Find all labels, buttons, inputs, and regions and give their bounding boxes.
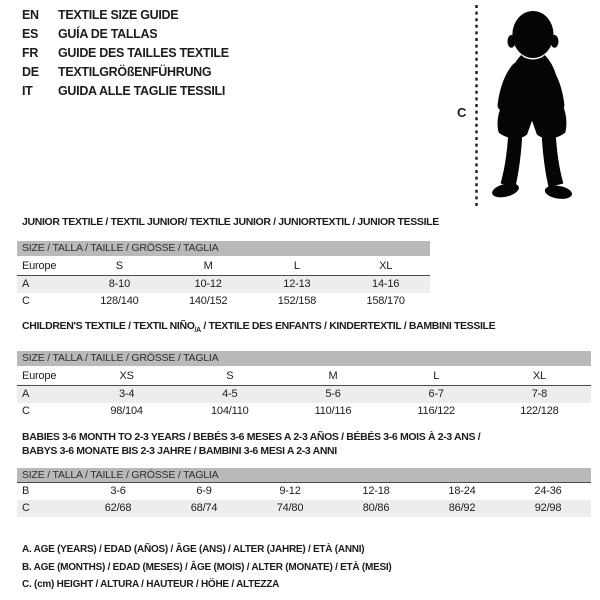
table-row-europe (17, 258, 430, 276)
language-label: GUÍA DE TALLAS (58, 27, 158, 41)
size-cell: 3-6 (110, 485, 126, 498)
size-cell: 10-12 (194, 278, 222, 290)
footnote-b: B. AGE (MONTHS) / EDAD (MESES) / ÂGE (MOIS) / ALTER (MONATE) / ETÀ (MESI) (22, 561, 392, 573)
junior-size-table (17, 241, 430, 310)
size-cell: 5-6 (325, 388, 341, 401)
language-label: GUIDE DES TAILLES TEXTILE (58, 46, 229, 60)
size-cell: L (433, 370, 440, 383)
table-row-height (17, 403, 591, 420)
language-code: ES (22, 27, 39, 41)
size-cell: 80/86 (362, 502, 390, 515)
language-list (22, 6, 229, 101)
size-cell: S (115, 260, 123, 272)
footnote-c: C. (cm) HEIGHT / ALTURA / HAUTEUR / HÖHE / ALTEZZA (22, 579, 280, 591)
size-cell: 98/104 (110, 405, 143, 418)
size-cell: XL (532, 370, 546, 383)
babies-size-table (17, 468, 591, 517)
size-cell: 9-12 (279, 485, 301, 498)
table-row-europe (17, 368, 591, 386)
size-cell: 92/98 (534, 502, 562, 515)
size-header-bar: SIZE / TALLA / TAILLE / GRÖSSE / TAGLIA (17, 241, 430, 256)
language-row (22, 6, 229, 25)
size-header-bar: SIZE / TALLA / TAILLE / GRÖSSE / TAGLIA (17, 468, 591, 483)
language-label: GUIDA ALLE TAGLIE TESSILI (58, 84, 226, 98)
size-header-bar: SIZE / TALLA / TAILLE / GRÖSSE / TAGLIA (17, 351, 591, 366)
size-cell: 24-36 (534, 485, 562, 498)
size-cell: XS (119, 370, 134, 383)
title-subscript: /A (194, 327, 201, 335)
row-label: A (22, 278, 30, 290)
size-cell: 6-9 (196, 485, 212, 498)
table-row-age (17, 386, 591, 403)
row-label: C (22, 502, 30, 515)
size-cell: 12-13 (283, 278, 311, 290)
row-label: C (22, 405, 30, 418)
language-row (22, 25, 229, 44)
row-label: B (22, 485, 30, 498)
size-cell: 128/140 (100, 295, 139, 307)
size-cell: 122/128 (520, 405, 559, 418)
size-tables (17, 216, 591, 594)
baby-silhouette-icon (482, 7, 580, 207)
section-junior (17, 216, 591, 310)
language-row (22, 44, 229, 63)
table-row-age (17, 276, 430, 293)
size-cell: M (203, 260, 213, 272)
section-children (17, 320, 591, 420)
size-cell: M (328, 370, 338, 383)
language-code: IT (22, 84, 33, 98)
size-cell: 3-4 (118, 388, 135, 401)
height-figure (450, 4, 598, 212)
table-title-babies (22, 430, 591, 458)
title-text: / TEXTILE DES ENFANTS / KINDERTEXTIL / BAMBINI TESSILE (200, 320, 496, 332)
row-label: C (22, 295, 30, 307)
size-cell: L (293, 260, 300, 272)
row-label: A (22, 388, 30, 401)
language-code: FR (22, 46, 39, 60)
size-cell: 6-7 (428, 388, 444, 401)
size-cell: 110/116 (314, 405, 352, 418)
size-cell: 7-8 (531, 388, 548, 401)
language-code: DE (22, 65, 39, 79)
row-label: Europe (22, 370, 57, 383)
language-label: TEXTILE SIZE GUIDE (58, 8, 179, 22)
table-title-children (22, 320, 591, 337)
size-cell: 104/110 (211, 405, 249, 418)
children-size-table (17, 351, 591, 420)
size-cell: 62/68 (104, 502, 132, 515)
size-cell: 14-16 (372, 278, 400, 290)
footnote-a: A. AGE (YEARS) / EDAD (AÑOS) / ÂGE (ANS) / ALTER (JAHRE) / ETÀ (ANNI) (22, 544, 365, 556)
size-cell: S (226, 370, 234, 383)
size-cell: 86/92 (448, 502, 476, 515)
size-cell: 12-18 (362, 485, 390, 498)
size-cell: 152/158 (277, 295, 317, 307)
legend (22, 541, 591, 594)
language-code: EN (22, 8, 39, 22)
row-label: Europe (22, 260, 57, 272)
section-babies (17, 430, 591, 517)
size-cell: 116/122 (417, 405, 455, 418)
height-label-c: C (457, 105, 467, 120)
table-row-height (17, 500, 591, 517)
size-cell: 8-10 (108, 278, 130, 290)
title-line: BABIES 3-6 MONTH TO 2-3 YEARS / BEBÉS 3-6 MESES A 2-3 AÑOS / BÉBÉS 3-6 MOIS À 2-3 ANS / (22, 431, 481, 444)
title-line: BABYS 3-6 MONATE BIS 2-3 JAHRE / BAMBINI 3-6 MESI A 2-3 ANNI (22, 445, 337, 458)
size-cell: 68/74 (190, 502, 218, 515)
table-row-age-months (17, 483, 591, 500)
title-text: CHILDREN'S TEXTILE / TEXTIL NIÑO (22, 320, 195, 332)
size-cell: 18-24 (448, 485, 476, 498)
table-title-junior: JUNIOR TEXTILE / TEXTIL JUNIOR/ TEXTILE JUNIOR / JUNIORTEXTIL / JUNIOR TESSILE (22, 216, 439, 228)
language-label: TEXTILGRÖßENFÜHRUNG (58, 65, 212, 79)
size-cell: 140/152 (188, 295, 228, 307)
table-row-height (17, 293, 430, 310)
size-cell: 74/80 (276, 502, 304, 515)
language-row (22, 82, 229, 101)
height-dashed-line (474, 4, 479, 209)
size-cell: 4-5 (222, 388, 238, 401)
size-cell: 158/170 (366, 295, 405, 307)
size-cell: XL (379, 260, 393, 272)
language-row (22, 63, 229, 82)
